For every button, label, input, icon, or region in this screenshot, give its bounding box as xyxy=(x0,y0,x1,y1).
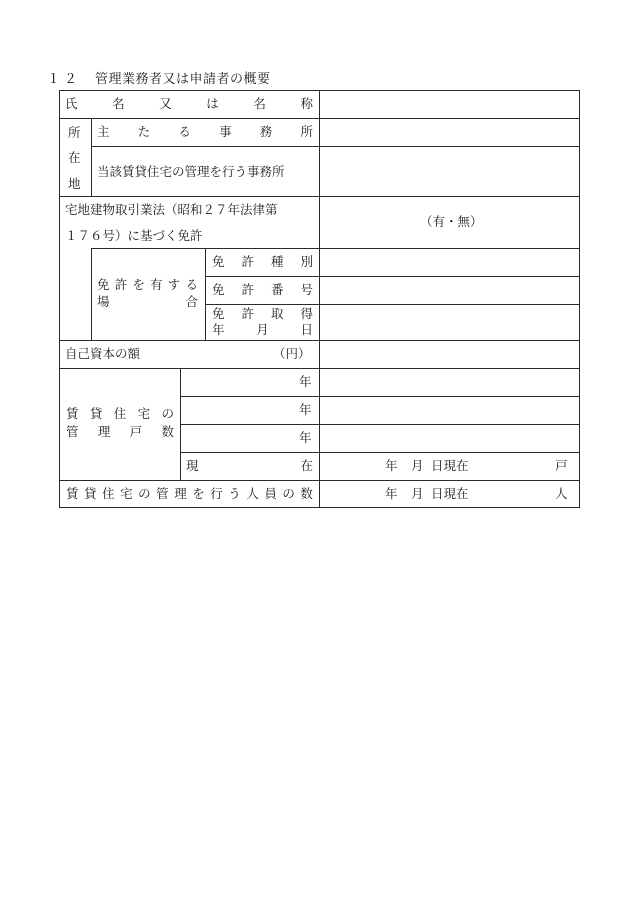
license-held-label-line1: 免 許 を 有 す る xyxy=(97,277,198,292)
capital-label: 自己資本の額 xyxy=(65,346,141,361)
table-line xyxy=(180,396,580,397)
staff-label: 賃 貸 住 宅 の 管 理 を 行 う 人 員 の 数 xyxy=(66,486,313,501)
table-line xyxy=(91,248,92,340)
license-date-label-line2: 年 月 日 xyxy=(212,322,313,337)
units-year-suffix-2: 年 xyxy=(299,402,312,417)
table-line xyxy=(91,118,92,196)
table-line xyxy=(91,248,580,249)
units-label-line2: 管 理 戸 数 xyxy=(66,424,174,439)
units-year-1-value-field[interactable] xyxy=(321,370,577,395)
name-label: 氏 名 又 は 名 称 xyxy=(65,96,313,111)
section-heading xyxy=(47,68,271,87)
address-group-label-1: 所 xyxy=(68,125,81,140)
units-label-line1: 賃 貸 住 宅 の xyxy=(66,406,174,421)
overview-form-table xyxy=(59,90,580,508)
units-current-day: 日現在 xyxy=(431,458,469,473)
main-office-value-field[interactable] xyxy=(321,120,577,145)
address-group-label-3: 地 xyxy=(68,176,81,191)
table-line xyxy=(180,424,580,425)
license-number-label: 免 許 番 号 xyxy=(212,282,313,297)
staff-unit: 人 xyxy=(555,486,568,501)
license-number-value-field[interactable] xyxy=(321,278,577,303)
table-border-right xyxy=(579,90,580,508)
units-year-3-value-field[interactable] xyxy=(321,426,577,451)
branch-office-label: 当該賃貸住宅の管理を行う事務所 xyxy=(97,164,285,179)
units-current-label: 現 在 xyxy=(186,458,313,473)
table-border-left xyxy=(59,90,60,508)
units-current-unit: 戸 xyxy=(555,458,568,473)
license-date-label-line1: 免 許 取 得 xyxy=(212,306,313,321)
license-date-value-field[interactable] xyxy=(321,306,577,339)
table-line xyxy=(91,146,580,147)
units-current-month: 月 xyxy=(411,458,424,473)
license-label-line1: 宅地建物取引業法（昭和２７年法律第 xyxy=(65,202,278,217)
license-held-label-line2: 場 合 xyxy=(97,294,198,309)
table-line xyxy=(205,276,580,277)
main-office-label: 主 た る 事 務 所 xyxy=(97,124,313,139)
license-status-value[interactable]: （有・無） xyxy=(420,214,483,229)
capital-unit: （円） xyxy=(273,346,311,361)
units-year-suffix-1: 年 xyxy=(299,374,312,389)
section-number: １２ xyxy=(47,72,82,87)
units-current-year: 年 xyxy=(385,458,398,473)
table-line xyxy=(319,90,320,508)
license-label-line2: １７６号）に基づく免許 xyxy=(65,228,203,243)
table-line xyxy=(205,304,580,305)
capital-value-field[interactable] xyxy=(321,342,577,367)
staff-year: 年 xyxy=(385,486,398,501)
table-line xyxy=(180,452,580,453)
license-type-value-field[interactable] xyxy=(321,250,577,275)
branch-office-value-field[interactable] xyxy=(321,148,577,195)
address-group-label-2: 在 xyxy=(68,150,81,165)
license-type-label: 免 許 種 別 xyxy=(212,254,313,269)
units-year-suffix-3: 年 xyxy=(299,430,312,445)
table-line xyxy=(180,368,181,480)
section-title: 管理業務者又は申請者の概要 xyxy=(95,72,271,87)
staff-day: 日現在 xyxy=(431,486,469,501)
units-year-2-value-field[interactable] xyxy=(321,398,577,423)
table-line xyxy=(205,248,206,340)
staff-month: 月 xyxy=(411,486,424,501)
name-value-field[interactable] xyxy=(321,92,577,117)
